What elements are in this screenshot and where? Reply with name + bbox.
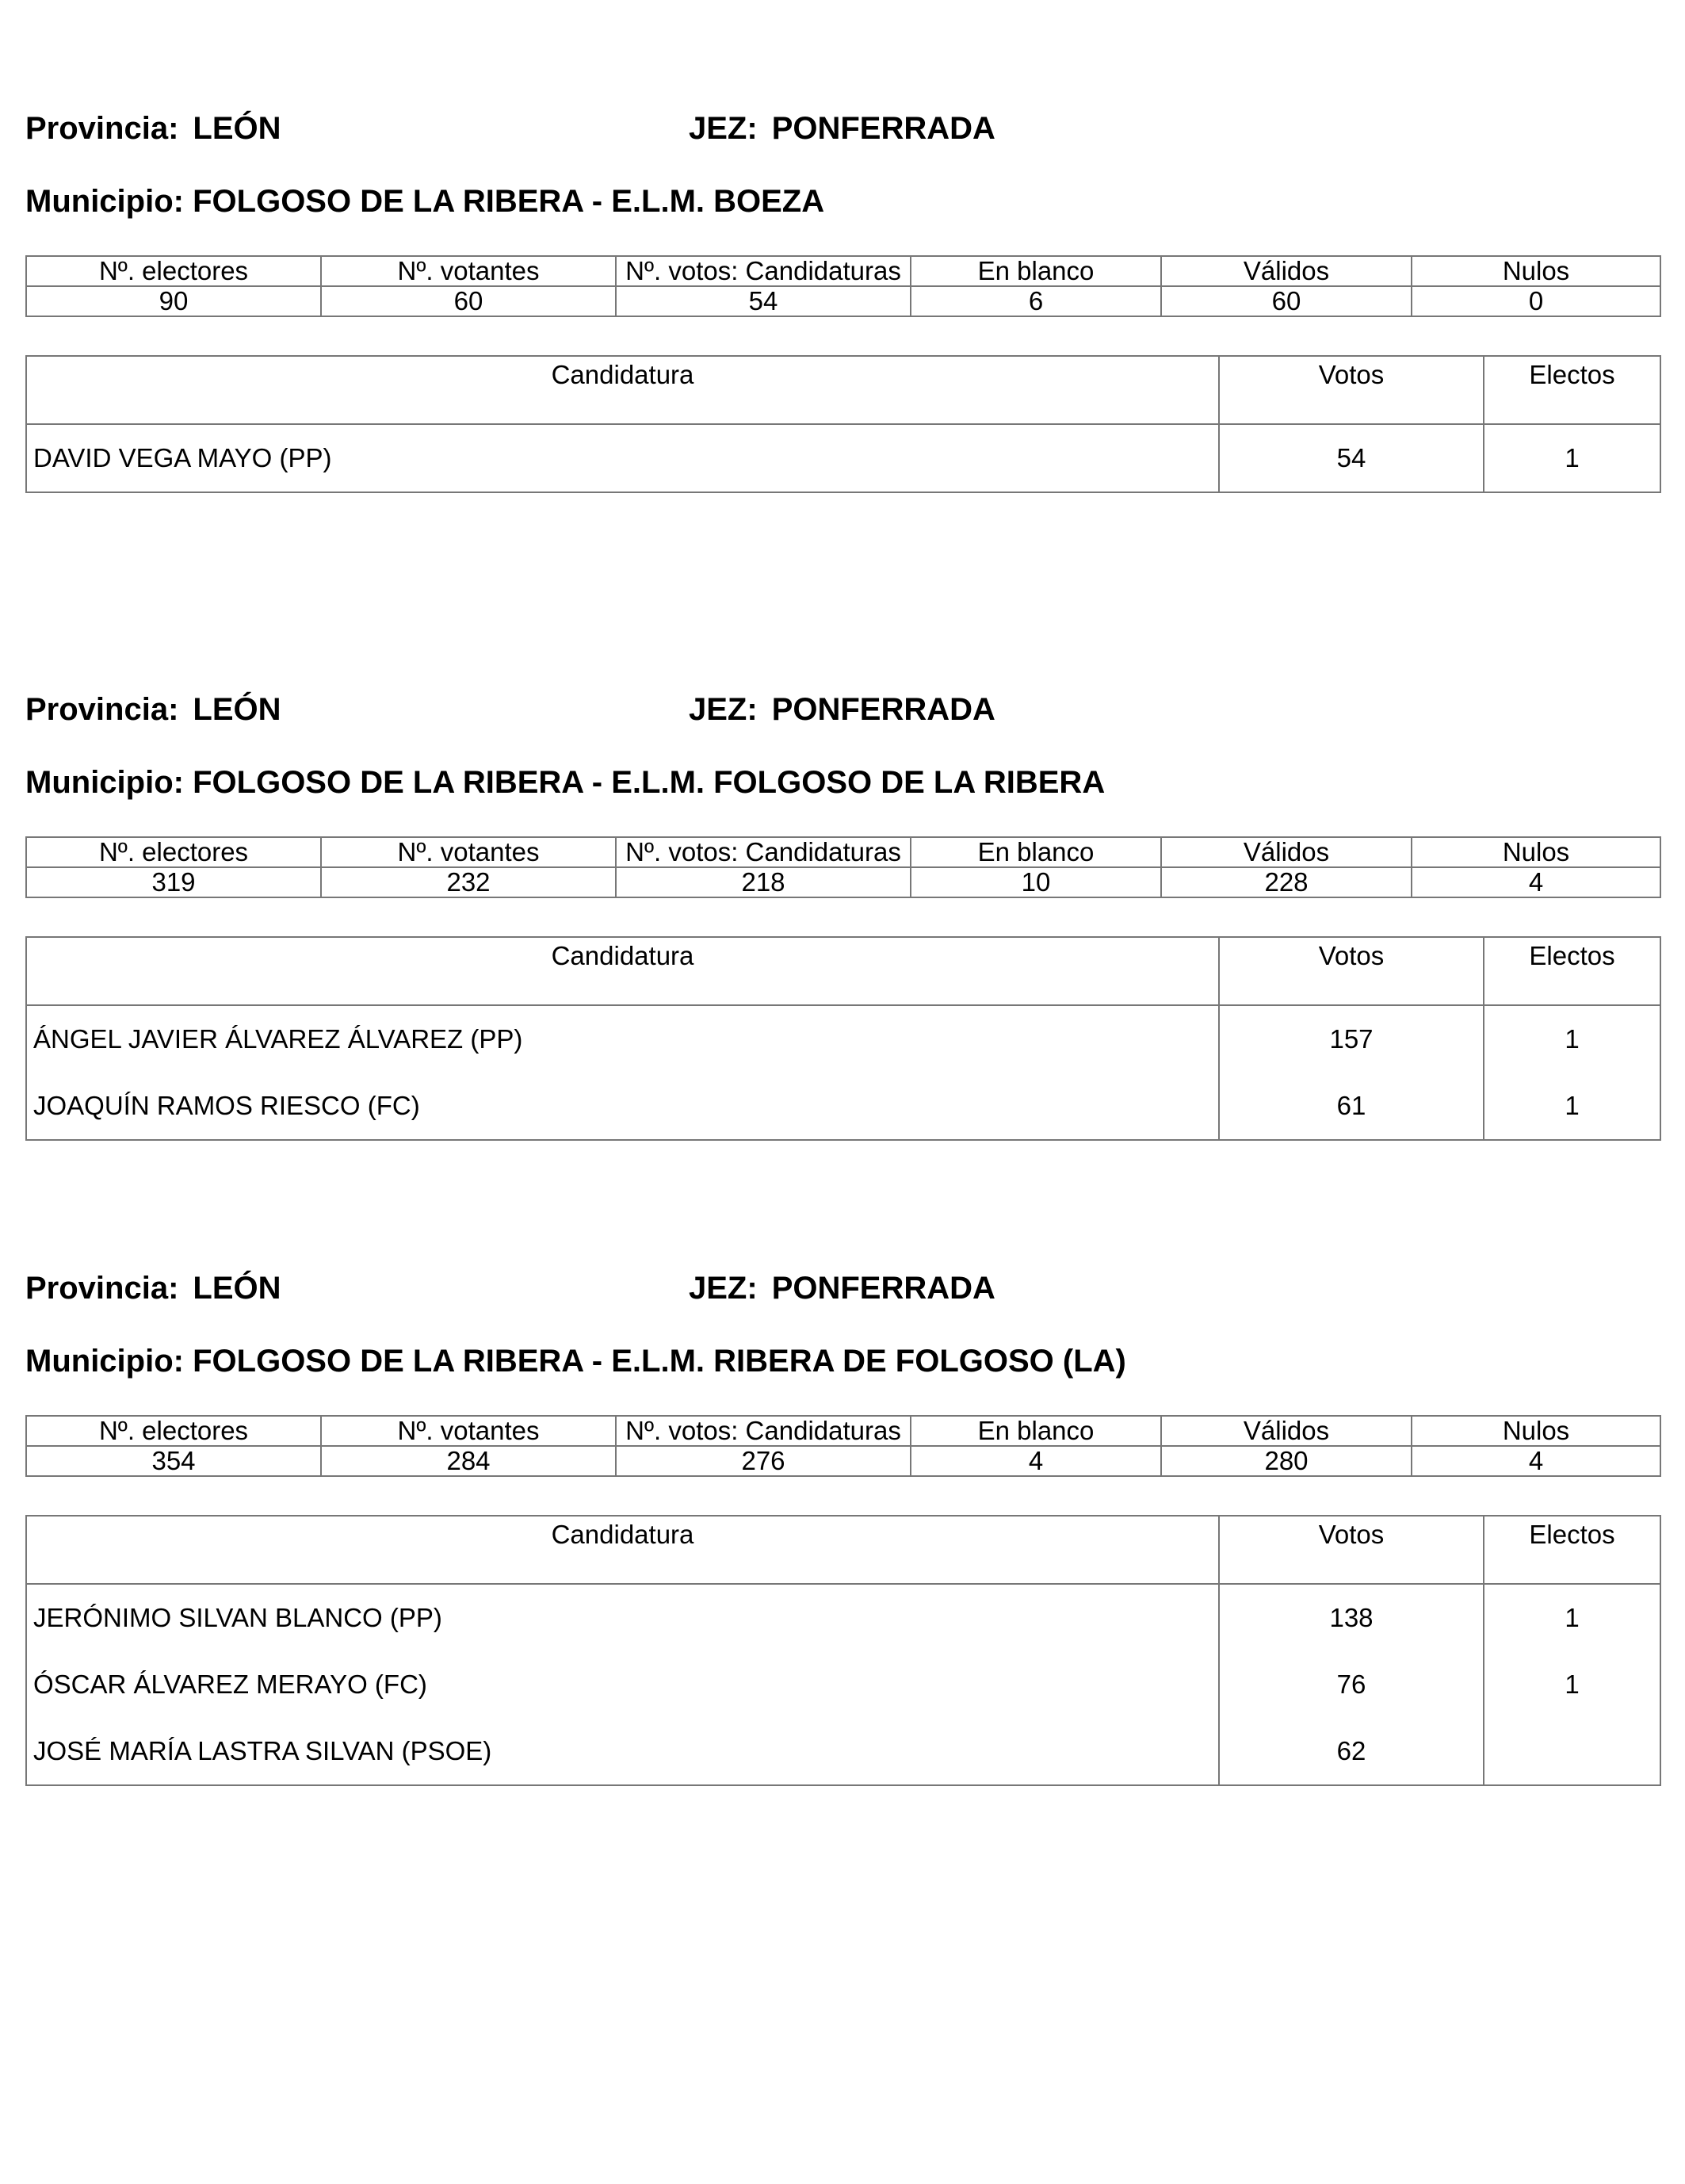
col-votos: Votos (1219, 356, 1484, 424)
col-nulos: Nulos (1412, 837, 1660, 867)
val-validos: 60 (1161, 286, 1412, 316)
table-row (26, 1584, 1660, 1651)
val-electores: 90 (26, 286, 321, 316)
jez-label: JEZ: (689, 692, 758, 727)
candidates-header-row (26, 356, 1660, 424)
municipio-line (25, 765, 1660, 813)
summary-table (25, 255, 1661, 317)
candidate-votos: 138 (1219, 1584, 1484, 1651)
col-electores: Nº. electores (26, 837, 321, 867)
candidate-name: ÓSCAR ÁLVAREZ MERAYO (FC) (26, 1651, 1219, 1718)
candidate-votos: 54 (1219, 424, 1484, 492)
val-blanco: 6 (911, 286, 1161, 316)
col-candidatura: Candidatura (26, 1516, 1219, 1584)
val-candidaturas: 218 (616, 867, 911, 897)
jez-line (689, 692, 995, 728)
block-header (25, 111, 1660, 159)
col-electos: Electos (1484, 937, 1660, 1005)
val-blanco: 10 (911, 867, 1161, 897)
candidate-votos: 61 (1219, 1073, 1484, 1140)
jez-value: PONFERRADA (771, 111, 995, 146)
result-block-boeza (25, 111, 1660, 493)
candidate-electos: 1 (1484, 1651, 1660, 1718)
col-validos: Válidos (1161, 256, 1412, 286)
val-nulos: 4 (1412, 867, 1660, 897)
result-block-folgoso (25, 692, 1660, 1141)
summary-values-row (26, 1446, 1660, 1476)
col-votantes: Nº. votantes (321, 256, 616, 286)
block-header (25, 1271, 1660, 1318)
summary-header-row (26, 256, 1660, 286)
col-validos: Válidos (1161, 837, 1412, 867)
provincia-value: LEÓN (193, 111, 281, 146)
summary-header-row (26, 1416, 1660, 1446)
col-blanco: En blanco (911, 256, 1161, 286)
provincia-value: LEÓN (193, 692, 281, 727)
col-votantes: Nº. votantes (321, 837, 616, 867)
col-electos: Electos (1484, 356, 1660, 424)
table-row (26, 1073, 1660, 1140)
candidate-name: JOSÉ MARÍA LASTRA SILVAN (PSOE) (26, 1718, 1219, 1785)
val-nulos: 4 (1412, 1446, 1660, 1476)
candidates-header-row (26, 1516, 1660, 1584)
jez-line (689, 1271, 995, 1306)
result-block-ribera (25, 1271, 1660, 1786)
col-votantes: Nº. votantes (321, 1416, 616, 1446)
col-blanco: En blanco (911, 1416, 1161, 1446)
col-electores: Nº. electores (26, 256, 321, 286)
candidates-table (25, 355, 1661, 493)
val-candidaturas: 276 (616, 1446, 911, 1476)
val-votantes: 60 (321, 286, 616, 316)
summary-header-row (26, 837, 1660, 867)
col-electores: Nº. electores (26, 1416, 321, 1446)
candidate-votos: 157 (1219, 1005, 1484, 1073)
table-row (26, 1718, 1660, 1785)
provincia-label: Provincia: (25, 1271, 179, 1306)
col-blanco: En blanco (911, 837, 1161, 867)
candidate-name: ÁNGEL JAVIER ÁLVAREZ ÁLVAREZ (PP) (26, 1005, 1219, 1073)
summary-table (25, 1415, 1661, 1477)
candidate-name: JOAQUÍN RAMOS RIESCO (FC) (26, 1073, 1219, 1140)
candidates-header-row (26, 937, 1660, 1005)
table-row (26, 424, 1660, 492)
candidates-table (25, 936, 1661, 1141)
val-electores: 354 (26, 1446, 321, 1476)
val-validos: 280 (1161, 1446, 1412, 1476)
candidate-votos: 76 (1219, 1651, 1484, 1718)
jez-label: JEZ: (689, 111, 758, 146)
provincia-value: LEÓN (193, 1271, 281, 1306)
summary-table (25, 836, 1661, 898)
provincia-label: Provincia: (25, 111, 179, 146)
col-candidaturas: Nº. votos: Candidaturas (616, 256, 911, 286)
table-row (26, 1005, 1660, 1073)
col-votos: Votos (1219, 937, 1484, 1005)
municipio-value: FOLGOSO DE LA RIBERA - E.L.M. FOLGOSO DE LA RIBERA (193, 765, 1106, 800)
municipio-label: Municipio: (25, 184, 184, 219)
val-electores: 319 (26, 867, 321, 897)
municipio-line (25, 1344, 1660, 1391)
candidate-electos: 1 (1484, 1584, 1660, 1651)
municipio-value: FOLGOSO DE LA RIBERA - E.L.M. BOEZA (193, 184, 825, 219)
col-candidatura: Candidatura (26, 356, 1219, 424)
jez-line (689, 111, 995, 147)
candidate-electos (1484, 1718, 1660, 1785)
col-candidaturas: Nº. votos: Candidaturas (616, 837, 911, 867)
table-row (26, 1651, 1660, 1718)
municipio-label: Municipio: (25, 765, 184, 800)
jez-value: PONFERRADA (771, 692, 995, 727)
provincia-line (25, 1271, 281, 1306)
col-nulos: Nulos (1412, 256, 1660, 286)
val-blanco: 4 (911, 1446, 1161, 1476)
jez-label: JEZ: (689, 1271, 758, 1306)
val-candidaturas: 54 (616, 286, 911, 316)
col-votos: Votos (1219, 1516, 1484, 1584)
col-candidatura: Candidatura (26, 937, 1219, 1005)
municipio-line (25, 184, 1660, 231)
candidate-electos: 1 (1484, 424, 1660, 492)
col-nulos: Nulos (1412, 1416, 1660, 1446)
candidate-name: DAVID VEGA MAYO (PP) (26, 424, 1219, 492)
provincia-line (25, 692, 281, 728)
candidate-votos: 62 (1219, 1718, 1484, 1785)
val-validos: 228 (1161, 867, 1412, 897)
candidate-electos: 1 (1484, 1073, 1660, 1140)
jez-value: PONFERRADA (771, 1271, 995, 1306)
val-votantes: 232 (321, 867, 616, 897)
municipio-value: FOLGOSO DE LA RIBERA - E.L.M. RIBERA DE FOLGOSO (LA) (193, 1344, 1126, 1379)
summary-values-row (26, 867, 1660, 897)
val-votantes: 284 (321, 1446, 616, 1476)
block-header (25, 692, 1660, 740)
summary-values-row (26, 286, 1660, 316)
provincia-label: Provincia: (25, 692, 179, 727)
col-validos: Válidos (1161, 1416, 1412, 1446)
provincia-line (25, 111, 281, 147)
col-candidaturas: Nº. votos: Candidaturas (616, 1416, 911, 1446)
candidate-electos: 1 (1484, 1005, 1660, 1073)
val-nulos: 0 (1412, 286, 1660, 316)
candidate-name: JERÓNIMO SILVAN BLANCO (PP) (26, 1584, 1219, 1651)
candidates-table (25, 1515, 1661, 1786)
col-electos: Electos (1484, 1516, 1660, 1584)
municipio-label: Municipio: (25, 1344, 184, 1379)
